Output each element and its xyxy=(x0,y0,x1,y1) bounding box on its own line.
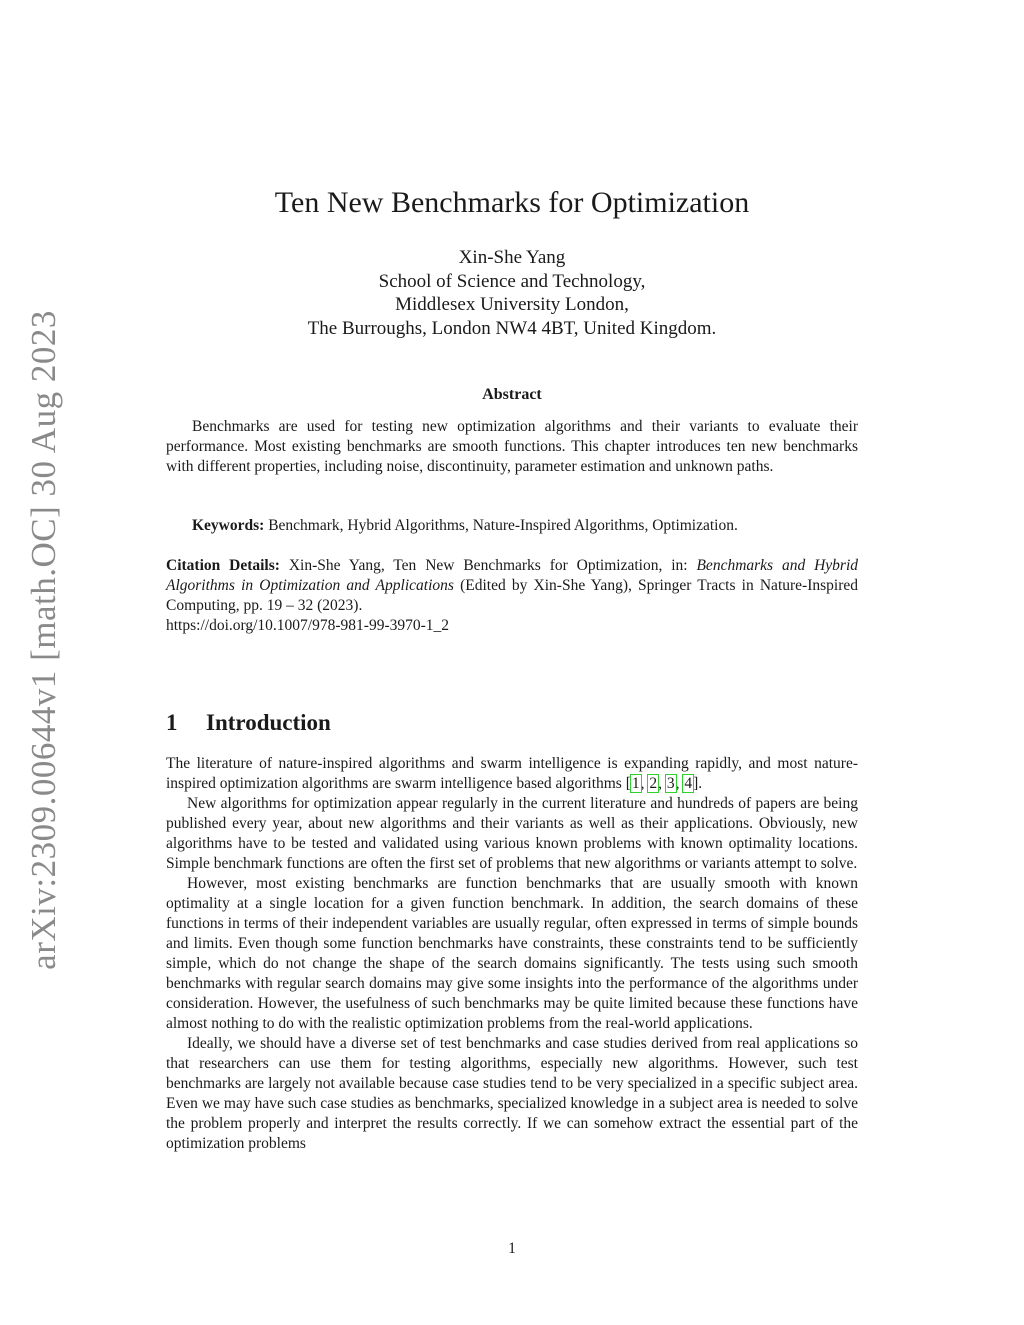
section-number: 1 xyxy=(166,710,178,735)
abstract-text: Benchmarks are used for testing new optimization algorithms and their variants to evaluate their performance. Most existing benchmarks are smooth functions. This chapter introduces ten new benchmarks with different properties, including noise, discontinuity, parameter estimation and unknown paths. xyxy=(166,418,858,475)
section-heading-introduction xyxy=(166,710,331,736)
citation-ref-3[interactable]: 3 xyxy=(666,775,675,792)
author-block xyxy=(0,246,1024,340)
author-address: The Burroughs, London NW4 4BT, United Kingdom. xyxy=(307,317,717,339)
section-title: Introduction xyxy=(206,710,331,735)
keywords-text: Benchmark, Hybrid Algorithms, Nature-Inspired Algorithms, Optimization. xyxy=(268,517,738,534)
keywords-label: Keywords: xyxy=(192,517,265,534)
citation-details xyxy=(166,556,858,636)
citation-label: Citation Details: xyxy=(166,557,280,574)
author-affiliation-university: Middlesex University London, xyxy=(395,294,629,315)
author-affiliation-school: School of Science and Technology, xyxy=(378,270,646,292)
intro-paragraph-2: New algorithms for optimization appear regularly in the current literature and hundreds of papers are being published every year, about new algorithms and their variants as well as their applications. Obviously, new algorithms have to be tested and validated using various known problems with known optimality locations. Simple benchmark functions are often the first set of problems that new algorithms or variants attempt to solve. xyxy=(166,795,858,872)
citation-ref-1[interactable]: 1 xyxy=(631,775,640,792)
citation-ref-2[interactable]: 2 xyxy=(649,775,658,792)
paper-title: Ten New Benchmarks for Optimization xyxy=(274,186,750,219)
citation-text-before: Xin-She Yang, Ten New Benchmarks for Optimization, in: xyxy=(288,557,688,574)
introduction-body xyxy=(166,754,858,1154)
intro-p1-text: The literature of nature-inspired algorithms and swarm intelligence is expanding rapidly, and most nature-inspired optimization algorithms are swarm intelligence based algorithms [ xyxy=(166,755,858,792)
citation-text-after: (Edited by Xin-She Yang), Springer Tracts in Nature-Inspired Computing, pp. 19 – 32 (2023). xyxy=(166,577,858,614)
citation-doi-link[interactable]: https://doi.org/10.1007/978-981-99-3970-1_2 xyxy=(166,617,450,634)
keywords-line xyxy=(166,516,858,536)
intro-p1-end: ]. xyxy=(693,775,703,792)
citation-ref-4[interactable]: 4 xyxy=(684,775,693,792)
intro-paragraph-3: However, most existing benchmarks are function benchmarks that are usually smooth with known optimality at a single location for a given function benchmark. In addition, the search domains of these functions in terms of their independent variables are usually regular, often expressed in terms of simple bounds and limits. Even though some function benchmarks have constraints, these constraints tend to be sufficiently simple, which do not change the shape of the search domains significantly. The tests using such smooth benchmarks with regular search domains may give some insights into the performance of the algorithms under consideration. However, the usefulness of such benchmarks may be quite limited because these functions have almost nothing to do with the realistic optimization problems from the real-world applications. xyxy=(166,875,858,1032)
abstract-heading: Abstract xyxy=(482,386,542,403)
intro-paragraph-4: Ideally, we should have a diverse set of test benchmarks and case studies derived from real applications so that researchers can use them for testing algorithms, especially new algorithms. However, such test benchmarks are largely not available because case studies tend to be very specialized in a specific subject area. Even we may have such case studies as benchmarks, specialized knowledge in a subject area is needed to solve the problem properly and interpret the results correctly. If we can somehow extract the essential part of the optimization problems xyxy=(166,1035,858,1152)
citation-book-title: Benchmarks and Hybrid Algorithms in Optimization and Applications xyxy=(166,557,859,594)
arxiv-identifier-stamp: arXiv:2309.00644v1 [math.OC] 30 Aug 2023 xyxy=(24,310,63,970)
page-number: 1 xyxy=(508,1240,516,1257)
intro-paragraph-1: The literature of nature-inspired algorithms and swarm intelligence is expanding rapidly, and most nature-inspired optimization algorithms are swarm intelligence based algorithms [1, 2, 3, 4]. xyxy=(166,755,858,792)
author-name: Xin-She Yang xyxy=(458,247,566,268)
